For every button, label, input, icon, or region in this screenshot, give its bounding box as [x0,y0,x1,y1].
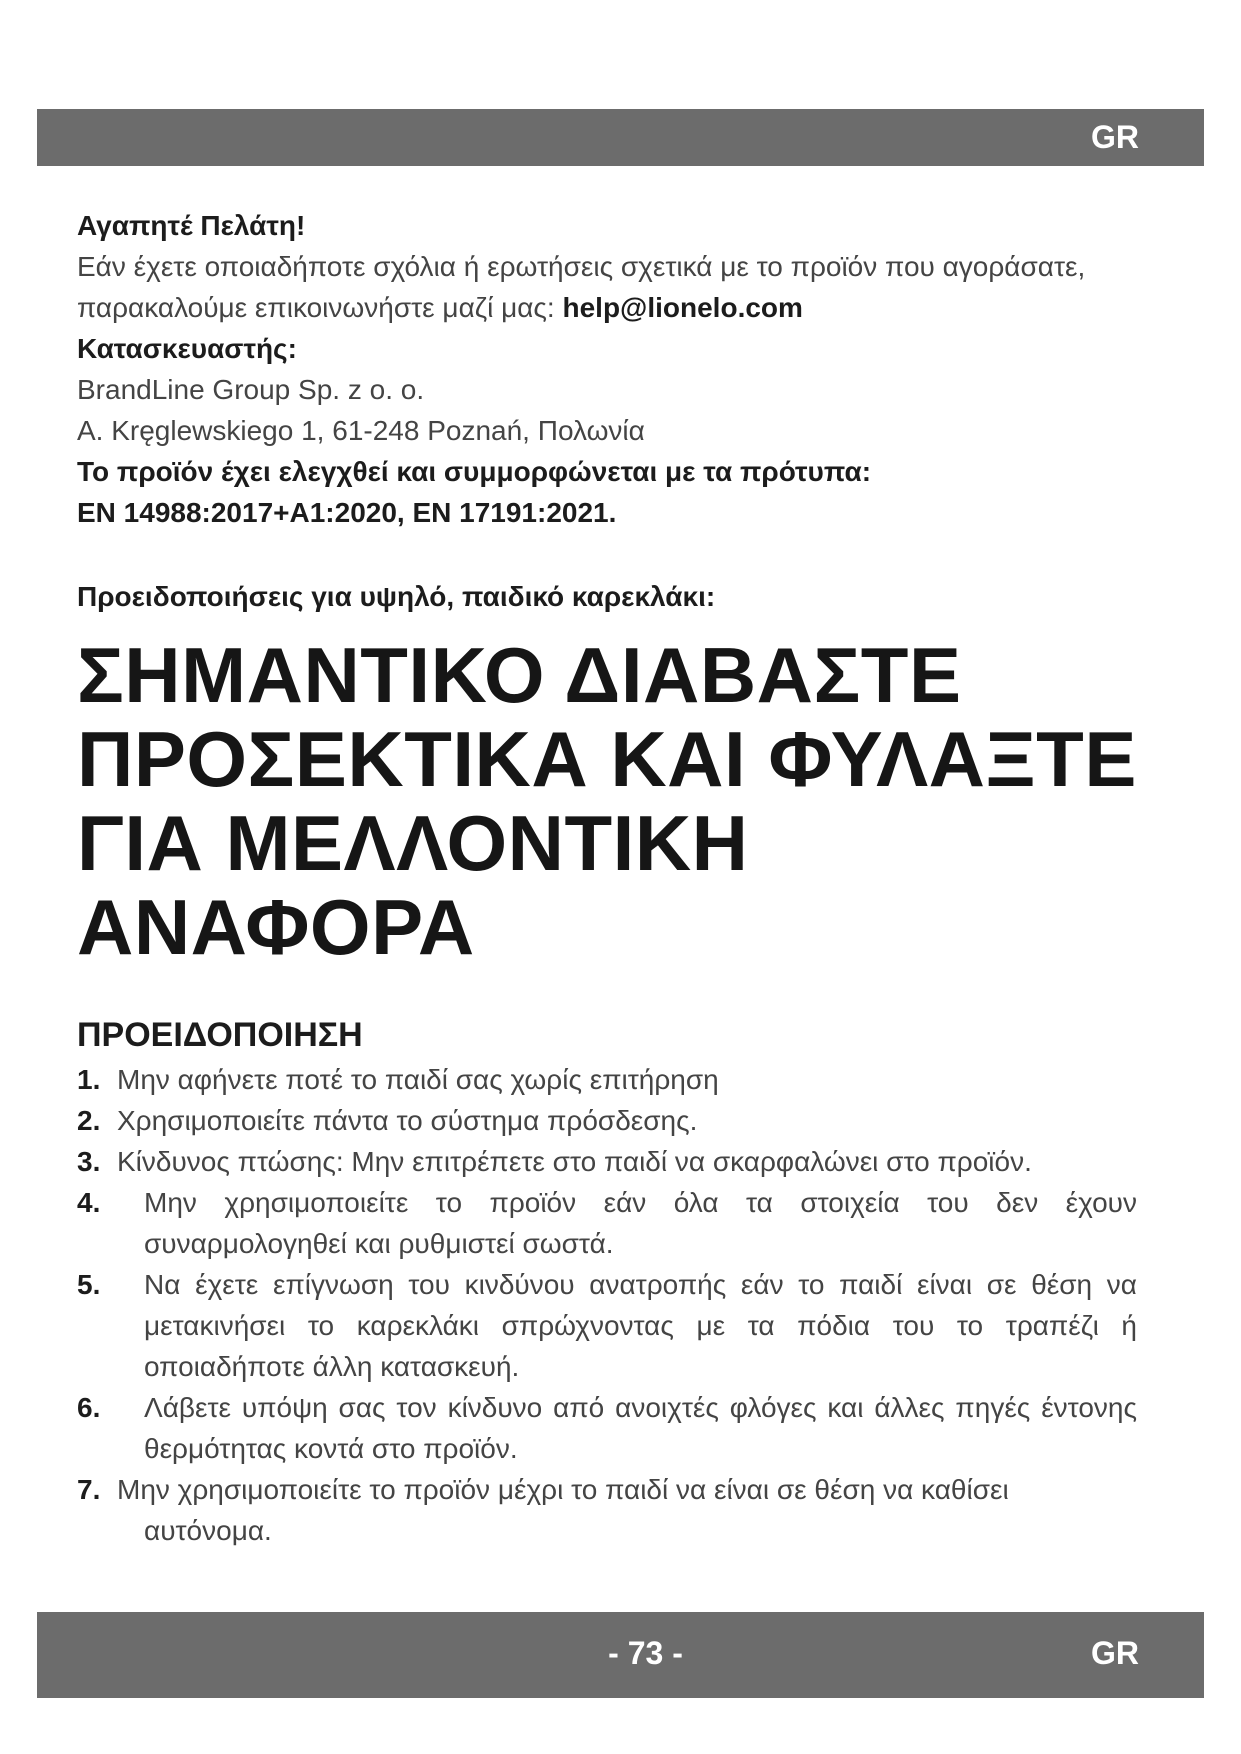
warning-list [77,1059,1167,1551]
important-heading-line4: ΑΝΑΦΟΡΑ [77,883,475,971]
warning-item [77,1141,1167,1182]
footer-bar [37,1612,1204,1698]
contact-text-line2 [77,287,1167,328]
item-text: Να έχετε επίγνωση του κινδύνου ανατροπής εάν το παιδί είναι σε θέση να μετακινήσει το καρεκλάκι σπρώχνοντας με τα πόδια του το τραπέζι ή οποιαδήποτε άλλη κατασκευή. [144,1269,1137,1382]
language-code: GR [1091,119,1139,155]
item-number: 5. [77,1269,101,1300]
warning-item [77,1100,1167,1141]
important-heading-line1: ΣΗΜΑΝΤΙΚΟ ΔΙΑΒΑΣΤΕ [77,631,962,719]
contact-text-prefix: παρακαλούμε επικοινωνήστε μαζί μας: [77,292,563,323]
item-text: Μην χρησιμοποιείτε το προϊόν μέχρι το παιδί να είναι σε θέση να καθίσει [117,1474,1009,1505]
item-text: Μην αφήνετε ποτέ το παιδί σας χωρίς επιτήρηση [117,1064,719,1095]
item-number: 4. [77,1187,101,1218]
item-text: Χρησιμοποιείτε πάντα το σύστημα πρόσδεσης. [117,1105,698,1136]
item-text: Κίνδυνος πτώσης: Μην επιτρέπετε στο παιδί να σκαρφαλώνει στο προϊόν. [117,1146,1032,1177]
support-email: help@lionelo.com [562,292,803,323]
item-text: Λάβετε υπόψη σας τον κίνδυνο από ανοιχτές φλόγες και άλλες πηγές έντονης θερμότητας κοντά στο προϊόν. [144,1392,1137,1464]
warning-item [77,1387,1167,1469]
important-heading [77,633,1167,969]
item-number: 7. [77,1474,101,1505]
item-number: 1. [77,1064,101,1095]
item-number: 6. [77,1392,101,1423]
greeting: Αγαπητέ Πελάτη! [77,210,306,241]
manufacturer-label: Κατασκευαστής: [77,333,297,364]
warning-item [77,1469,1167,1551]
manufacturer-address: A. Kręglewskiego 1, 61-248 Poznań, Πολωνία [77,415,645,446]
warning-item [77,1264,1167,1387]
footer-language-code: GR [1091,1635,1139,1671]
contact-text-line1: Εάν έχετε οποιαδήποτε σχόλια ή ερωτήσεις σχετικά με το προϊόν που αγοράσατε, [77,251,1086,282]
standards-label: Το προϊόν έχει ελεγχθεί και συμμορφώνεται με τα πρότυπα: [77,456,872,487]
item-number: 3. [77,1146,101,1177]
important-heading-line3: ΓΙΑ ΜΕΛΛΟΝΤΙΚΗ [77,799,749,887]
header-bar [37,109,1204,166]
warnings-subtitle: Προειδοποιήσεις για υψηλό, παιδικό καρεκλάκι: [77,581,716,612]
item-text: Μην χρησιμοποιείτε το προϊόν εάν όλα τα στοιχεία του δεν έχουν συναρμολογηθεί και ρυθμιστεί σωστά. [144,1187,1137,1259]
standards-list: EN 14988:2017+A1:2020, EN 17191:2021. [77,497,617,528]
manufacturer-name: BrandLine Group Sp. z o. o. [77,374,425,405]
item-text-continuation: αυτόνομα. [144,1515,272,1546]
warning-item [77,1059,1167,1100]
important-heading-line2: ΠΡΟΣΕΚΤΙΚΑ ΚΑΙ ΦΥΛΑΞΤΕ [77,715,1137,803]
warning-title: ΠΡΟΕΙΔΟΠΟΙΗΣΗ [77,1016,363,1054]
page-content [77,205,1167,1551]
warning-item [77,1182,1167,1264]
item-number: 2. [77,1105,101,1136]
page-number: - 73 - [608,1635,683,1671]
